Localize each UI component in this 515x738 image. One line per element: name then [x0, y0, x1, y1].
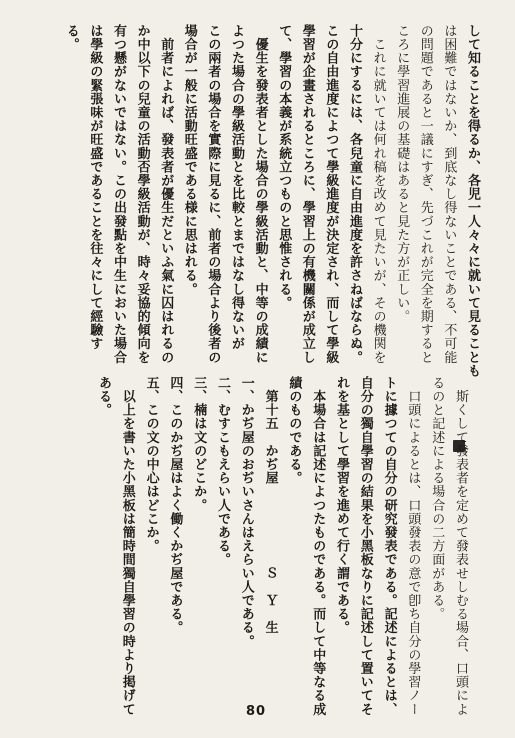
text-column: 五、この文の中心はどこか。	[143, 376, 159, 553]
text-column: ころに學習進展の基礎はあると見た方が正しい。	[394, 24, 410, 324]
text-column: 口頭によるとは、口頭發表の意で卽ち自分の學習ノー	[405, 376, 421, 716]
text-column: 四、このかぢ屋はよく働くかぢ屋である。	[167, 376, 183, 635]
text-column: 場合が一般に活動旺盛である様に思はれる。	[181, 24, 197, 296]
text-column: この兩者の場合を實際に見るに、前者の場合より後者の	[205, 24, 221, 364]
text-column: 有つ懸がないではない。この出發點を中生においた場合	[111, 24, 126, 364]
text-column: る。	[63, 24, 79, 52]
text-column: よつた場合の學級活動とを比較とまではなし得ないが	[229, 24, 244, 351]
text-column: 學習が企畫されるところに、學習上の有機關係が成立し	[299, 24, 315, 364]
text-column: 三、楠は文のどこか。	[191, 376, 207, 512]
text-column: 本場合は記述によつたものである。而して中等なる成	[310, 376, 326, 716]
text-column: 自分の獨自學習の結果を小黑板なりに記述して置いてそ	[357, 376, 373, 716]
text-column: 以上を書いた小黑板は簡時間獨自學習の時より掲げて	[119, 376, 135, 716]
text-column: か中以下の兒童の活動否學級活動が、時々妥協的傾向を	[134, 24, 150, 364]
text-column: トに據つての自分の研究發表である。記述によるとは、	[381, 376, 397, 716]
text-column: この自由進度によつて學級進度が決定され、而して學級	[323, 24, 339, 364]
text-column: 十分にするには、各兒童に自由進度を許さねばならぬ。	[347, 24, 362, 364]
text-column: 前者によれば、發表者が優生だといふ氣に囚はれるの	[158, 24, 174, 364]
text-column: 績のものである。	[286, 376, 302, 485]
text-column: るのと記述による場合の二方面がある。	[429, 376, 445, 621]
text-column: これに就いては何れ稿を改めて見たいが、その機関を	[370, 24, 386, 364]
text-column: ある。	[96, 376, 111, 417]
text-column: は困難ではないか、到底なし得ないことである、不可能	[441, 24, 457, 364]
page-number: 80	[246, 704, 267, 719]
text-column: れを基として學習を進めて行く謂である。	[334, 376, 349, 635]
text-column: 斯くして發表者を定めて發表せしむる場合、口頭によ	[453, 376, 468, 716]
text-column: の問題であると一議にすぎ、先づこれが完全を期すると	[417, 24, 433, 364]
text-column: して知ることを得るか、各児一人々々に就いて見ることも	[465, 24, 480, 378]
text-column: 一、かぢ屋のおぢいさんはえらい人である。	[238, 376, 254, 648]
text-column: て、學習の本義が系統立つものと思惟される。	[276, 24, 292, 310]
text-column: 二、むすこもえらい人である。	[215, 376, 230, 567]
text-column: は學級の緊張味が旺盛であることを往々にして經驗す	[87, 24, 103, 351]
text-column: 優生を發表者とした場合の學級活動と、中等の成績に	[252, 24, 268, 364]
text-column: 第十五 かぢ屋 Ｓ Ｙ 生	[262, 376, 278, 635]
